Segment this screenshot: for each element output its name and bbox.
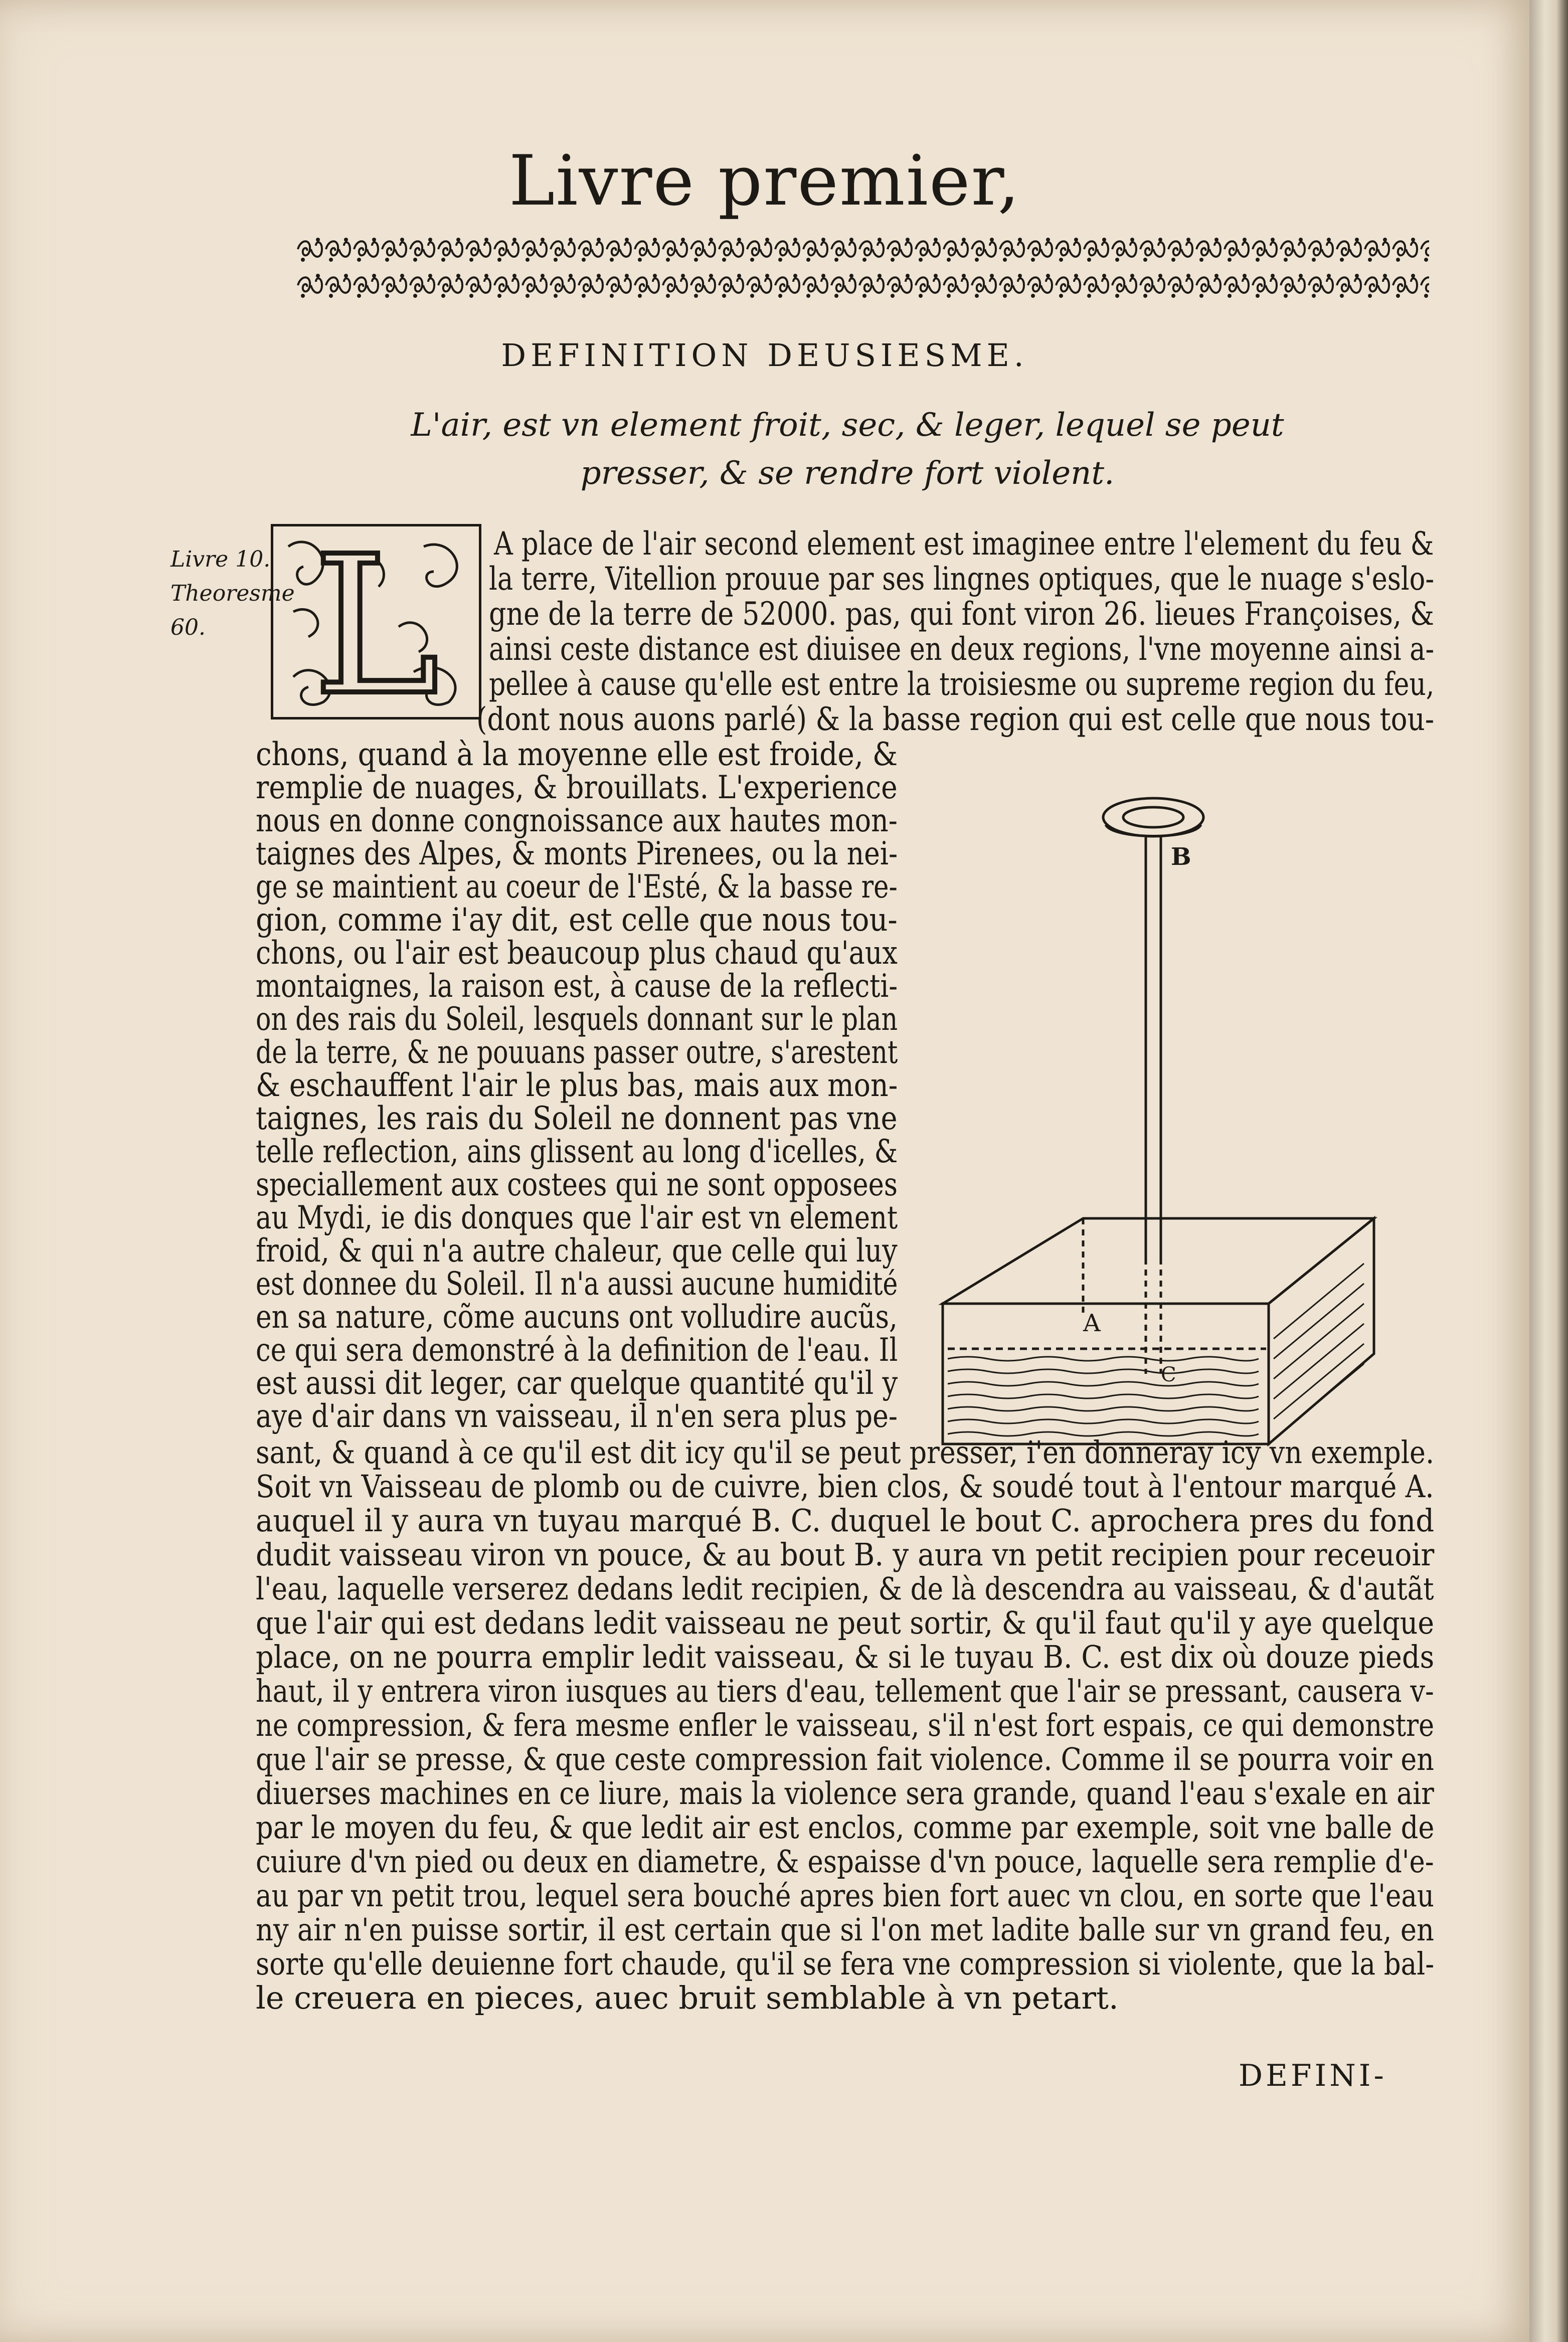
body-line: ge se maintient au coeur de l'Esté, & la basse re- xyxy=(256,868,898,906)
ornamental-border-top xyxy=(296,235,1429,264)
vessel-top-face xyxy=(943,1218,1374,1304)
body-line: place, on ne pourra emplir ledit vaisseau, & si le tuyau B. C. est dix où douze pieds xyxy=(256,1639,1435,1675)
body-line: pellee à cause qu'elle est entre la troisiesme ou supreme region du feu, xyxy=(489,666,1435,703)
body-line: le creuera en pieces, auec bruit semblable à vn petart. xyxy=(256,1979,1119,2016)
body-line: est donnee du Soleil. Il n'a aussi aucune humidité xyxy=(256,1266,898,1303)
body-line: gion, comme i'ay dit, est celle que nous tou- xyxy=(256,902,898,939)
body-line: speciallement aux costees qui ne sont opposees xyxy=(256,1166,898,1203)
body-line: au par vn petit trou, lequel sera bouché apres bien fort auec vn clou, en sorte que l'eau xyxy=(256,1877,1435,1914)
label-b: B xyxy=(1171,843,1191,871)
body-line: montaignes, la raison est, à cause de la reflecti- xyxy=(256,968,898,1005)
body-line: aye d'air dans vn vaisseau, il n'en sera plus pe- xyxy=(256,1398,898,1435)
margin-note: Livre 10. Theoresme 60. xyxy=(170,547,295,640)
body-line: en sa nature, cõme aucuns ont volludire aucũs, xyxy=(256,1299,898,1336)
body-line: auquel il y aura vn tuyau marqué B. C. duquel le bout C. aprochera pres du fond xyxy=(256,1502,1435,1539)
body-line: diuerses machines en ce liure, mais la violence sera grande, quand l'eau s'exale en air xyxy=(256,1775,1434,1812)
vessel-front-face xyxy=(943,1304,1269,1444)
body-line: ny air n'en puisse sortir, il est certain que si l'on met ladite balle sur vn grand feu, en xyxy=(256,1911,1434,1948)
body-line: haut, il y entrera viron iusques au tiers d'eau, tellement que l'air se pressant, causera v- xyxy=(256,1673,1434,1709)
catchword: DEFINI- xyxy=(1239,2058,1387,2093)
body-line: Soit vn Vaisseau de plomb ou de cuivre, bien clos, & soudé tout à l'entour marqué A. xyxy=(256,1468,1434,1505)
definition-subtitle: L'air, est vn element froit, sec, & leger, lequel se peut presser, & se rendre fort violent. xyxy=(411,407,1284,492)
body-line: que l'air qui est dedans ledit vaisseau ne peut sortir, & qu'il faut qu'il y aye quelque xyxy=(256,1604,1435,1641)
body-line: gne de la terre de 52000. pas, qui font viron 26. lieues Françoises, & xyxy=(489,596,1435,633)
body-line: telle reflection, ains glissent au long d'icelles, & xyxy=(256,1133,898,1170)
ornamental-border-bottom xyxy=(296,271,1429,300)
body-line: que l'air se presse, & que ceste compression fait violence. Comme il se pourra voir en xyxy=(256,1741,1434,1777)
body-line: sant, & quand à ce qu'il est dit icy qu'il se peut presser, i'en donneray icy vn exemple. xyxy=(256,1434,1435,1471)
body-line: on des rais du Soleil, lesquels donnant sur le plan xyxy=(256,1001,898,1038)
drop-cap-letter: L xyxy=(312,526,440,717)
body-line: est aussi dit leger, car quelque quantité qu'il y xyxy=(256,1365,898,1402)
vessel-diagram xyxy=(893,777,1424,1449)
body-line: nous en donne congnoissance aux hautes mon- xyxy=(256,802,898,839)
body-line: dudit vaisseau viron vn pouce, & au bout B. y aura vn petit recipien pour receuoir xyxy=(256,1536,1435,1573)
funnel-recipient xyxy=(1103,798,1203,836)
body-line: A place de l'air second element est imaginee entre l'element du feu & xyxy=(494,525,1434,563)
book-gutter xyxy=(1529,0,1568,2342)
running-head: Livre premier, xyxy=(508,140,1021,221)
body-line: ainsi ceste distance est diuisee en deux regions, l'vne moyenne ainsi a- xyxy=(489,631,1435,668)
body-line: taignes des Alpes, & monts Pirenees, ou la nei- xyxy=(256,835,898,872)
definition-title: DEFINITION DEUSIESME. xyxy=(501,337,1028,374)
body-line: de la terre, & ne pouuans passer outre, s'arestent xyxy=(256,1034,898,1071)
body-line: ne compression, & fera mesme enfler le vaisseau, s'il n'est fort espais, ce qui demonstre xyxy=(256,1707,1435,1743)
body-line: l'eau, laquelle verserez dedans ledit recipien, & de là descendra au vaisseau, & d'autãt xyxy=(256,1570,1434,1607)
body-line: la terre, Vitellion prouue par ses lingnes optiques, que le nuage s'eslo- xyxy=(489,561,1435,598)
body-line: taignes, les rais du Soleil ne donnent pas vne xyxy=(256,1100,898,1137)
water-hatching xyxy=(948,1264,1364,1439)
decorated-initial xyxy=(271,524,481,719)
label-a: A xyxy=(1083,1309,1101,1337)
body-line: remplie de nuages, & brouillats. L'experience xyxy=(256,769,898,806)
body-line: au Mydi, ie dis donques que l'air est vn element xyxy=(256,1199,898,1236)
body-line: (dont nous auons parlé) & la basse region qui est celle que nous tou- xyxy=(476,701,1435,738)
body-line: & eschauffent l'air le plus bas, mais aux mon- xyxy=(256,1067,898,1104)
body-line: ce qui sera demonstré à la definition de l'eau. Il xyxy=(256,1332,898,1369)
body-line: sorte qu'elle deuienne fort chaude, qu'il se fera vne compression si violente, que la bal- xyxy=(256,1945,1435,1982)
body-line: par le moyen du feu, & que ledit air est enclos, comme par exemple, soit vne balle de xyxy=(256,1809,1435,1846)
label-c: C xyxy=(1161,1363,1176,1386)
body-line: chons, ou l'air est beaucoup plus chaud qu'aux xyxy=(256,935,898,972)
body-line: cuiure d'vn pied ou deux en diametre, & espaisse d'vn pouce, laquelle sera remplie d'e- xyxy=(256,1843,1434,1880)
body-line: froid, & qui n'a autre chaleur, que celle qui luy xyxy=(256,1232,898,1270)
body-line: chons, quand à la moyenne elle est froide, & xyxy=(256,736,898,773)
